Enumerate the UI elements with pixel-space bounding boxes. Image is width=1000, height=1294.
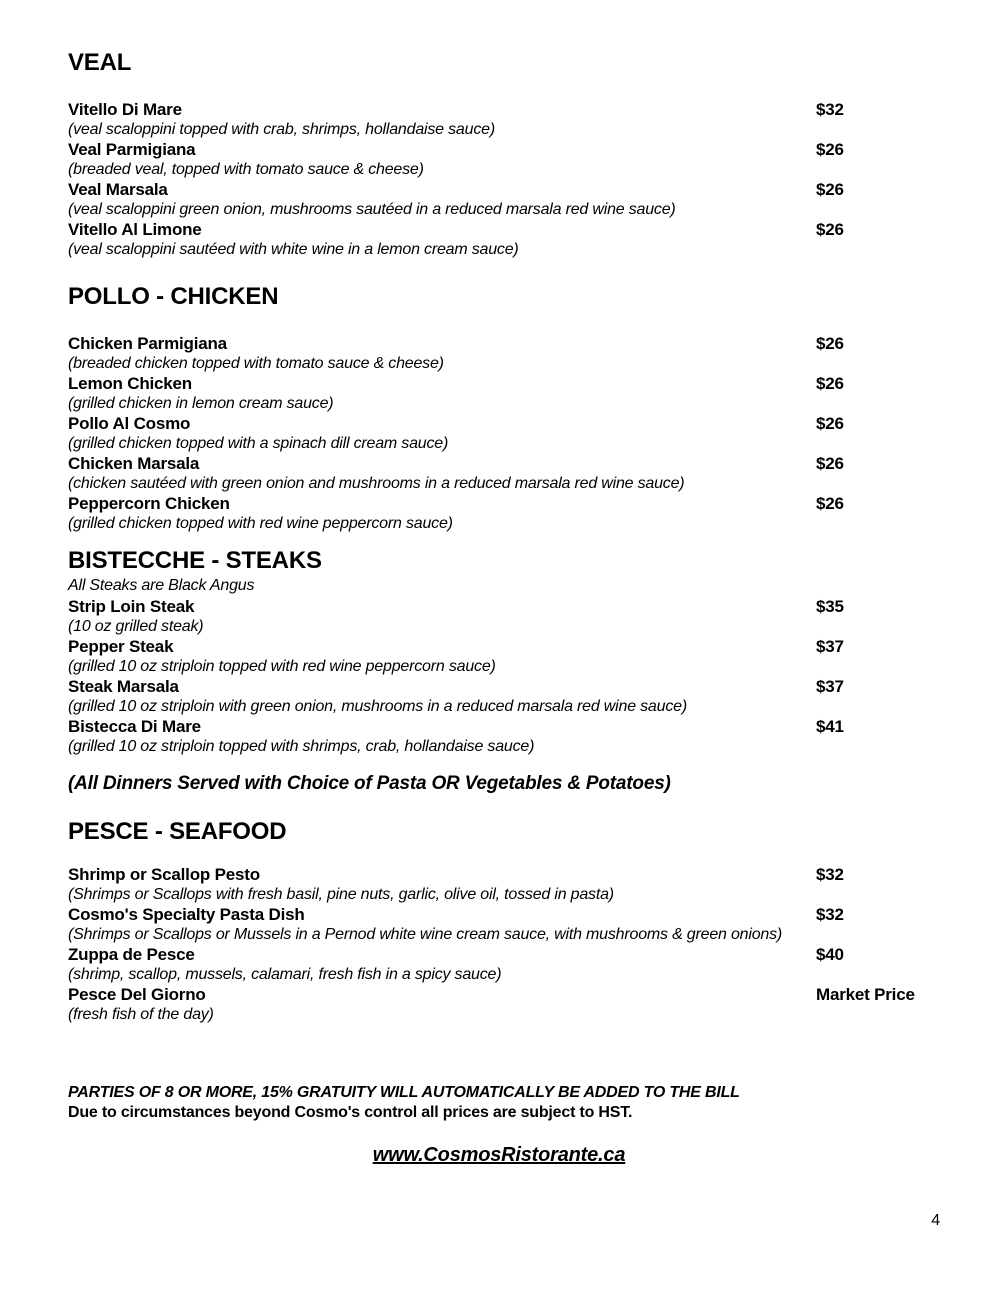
item-name: Veal Parmigiana [68,140,196,159]
item-price: $37 [816,677,844,696]
item-description: (veal scaloppini topped with crab, shrimps, hollandaise sauce) [68,121,495,138]
item-price: $32 [816,865,844,884]
menu-item [68,597,930,637]
item-name: Zuppa de Pesce [68,945,195,964]
dinners-included-note: (All Dinners Served with Choice of Pasta OR Vegetables & Potatoes) [68,773,671,794]
item-name: Chicken Parmigiana [68,334,227,353]
menu-item [68,220,930,260]
item-description: (Shrimps or Scallops with fresh basil, pine nuts, garlic, olive oil, tossed in pasta) [68,886,614,903]
section-pesce-seafood [68,819,930,1025]
item-name: Vitello Al Limone [68,220,202,239]
menu-item [68,865,930,905]
item-price: $26 [816,220,844,239]
item-price: $26 [816,374,844,393]
item-description: (chicken sautéed with green onion and mushrooms in a reduced marsala red wine sauce) [68,475,685,492]
item-name: Pesce Del Giorno [68,985,206,1004]
section-subtitle: All Steaks are Black Angus [68,577,255,594]
item-price: $26 [816,454,844,473]
item-name: Veal Marsala [68,180,168,199]
item-price: $32 [816,100,844,119]
menu-item [68,637,930,677]
item-description: (breaded veal, topped with tomato sauce & cheese) [68,161,424,178]
item-description: (10 oz grilled steak) [68,618,204,635]
item-name: Bistecca Di Mare [68,717,201,736]
section-title: PESCE - SEAFOOD [68,818,287,845]
section-veal [68,50,930,260]
item-name: Vitello Di Mare [68,100,182,119]
section-pollo-chicken [68,284,930,534]
item-name: Lemon Chicken [68,374,192,393]
website-link[interactable]: www.CosmosRistorante.ca [372,1144,626,1166]
item-price: $40 [816,945,844,964]
menu-item [68,677,930,717]
item-price: $26 [816,140,844,159]
item-price: $37 [816,637,844,656]
item-price: Market Price [816,985,915,1004]
section-items [68,334,930,534]
menu-item [68,180,930,220]
menu-item [68,717,930,757]
item-price: $26 [816,180,844,199]
menu-item [68,905,930,945]
item-name: Strip Loin Steak [68,597,195,616]
item-price: $35 [816,597,844,616]
menu-item [68,454,930,494]
item-description: (fresh fish of the day) [68,1006,214,1023]
item-description: (veal scaloppini green onion, mushrooms sautéed in a reduced marsala red wine sauce) [68,201,676,218]
item-price: $26 [816,334,844,353]
section-title: POLLO - CHICKEN [68,283,279,310]
item-description: (veal scaloppini sautéed with white wine in a lemon cream sauce) [68,241,519,258]
item-name: Shrimp or Scallop Pesto [68,865,260,884]
item-price: $32 [816,905,844,924]
item-name: Cosmo's Specialty Pasta Dish [68,905,305,924]
page-number: 4 [931,1212,940,1229]
gratuity-note: PARTIES OF 8 OR MORE, 15% GRATUITY WILL AUTOMATICALLY BE ADDED TO THE BILL [68,1084,740,1101]
section-items [68,100,930,260]
website-row [68,1143,930,1169]
item-description: (shrimp, scallop, mussels, calamari, fresh fish in a spicy sauce) [68,966,502,983]
menu-item [68,374,930,414]
menu-item [68,140,930,180]
item-description: (grilled 10 oz striploin with green onion, mushrooms in a reduced marsala red wine sauce) [68,698,687,715]
item-price: $26 [816,414,844,433]
menu-item [68,985,930,1025]
item-name: Pepper Steak [68,637,174,656]
section-title: BISTECCHE - STEAKS [68,547,322,574]
item-description: (grilled 10 oz striploin topped with shrimps, crab, hollandaise sauce) [68,738,535,755]
menu-item [68,100,930,140]
section-title: VEAL [68,49,132,76]
menu-item [68,414,930,454]
section-items [68,865,930,1025]
item-name: Peppercorn Chicken [68,494,230,513]
item-description: (breaded chicken topped with tomato sauce & cheese) [68,355,444,372]
menu-item [68,494,930,534]
hst-note: Due to circumstances beyond Cosmo's control all prices are subject to HST. [68,1104,633,1121]
item-name: Steak Marsala [68,677,179,696]
item-price: $26 [816,494,844,513]
item-price: $41 [816,717,844,736]
item-description: (grilled chicken topped with red wine peppercorn sauce) [68,515,453,532]
menu-item [68,334,930,374]
item-description: (Shrimps or Scallops or Mussels in a Pernod white wine cream sauce, with mushrooms & green onions) [68,926,783,943]
item-description: (grilled chicken in lemon cream sauce) [68,395,334,412]
item-name: Pollo Al Cosmo [68,414,191,433]
section-bistecche-steaks [68,548,930,757]
section-items [68,597,930,757]
item-name: Chicken Marsala [68,454,200,473]
menu-item [68,945,930,985]
item-description: (grilled chicken topped with a spinach dill cream sauce) [68,435,449,452]
item-description: (grilled 10 oz striploin topped with red wine peppercorn sauce) [68,658,496,675]
